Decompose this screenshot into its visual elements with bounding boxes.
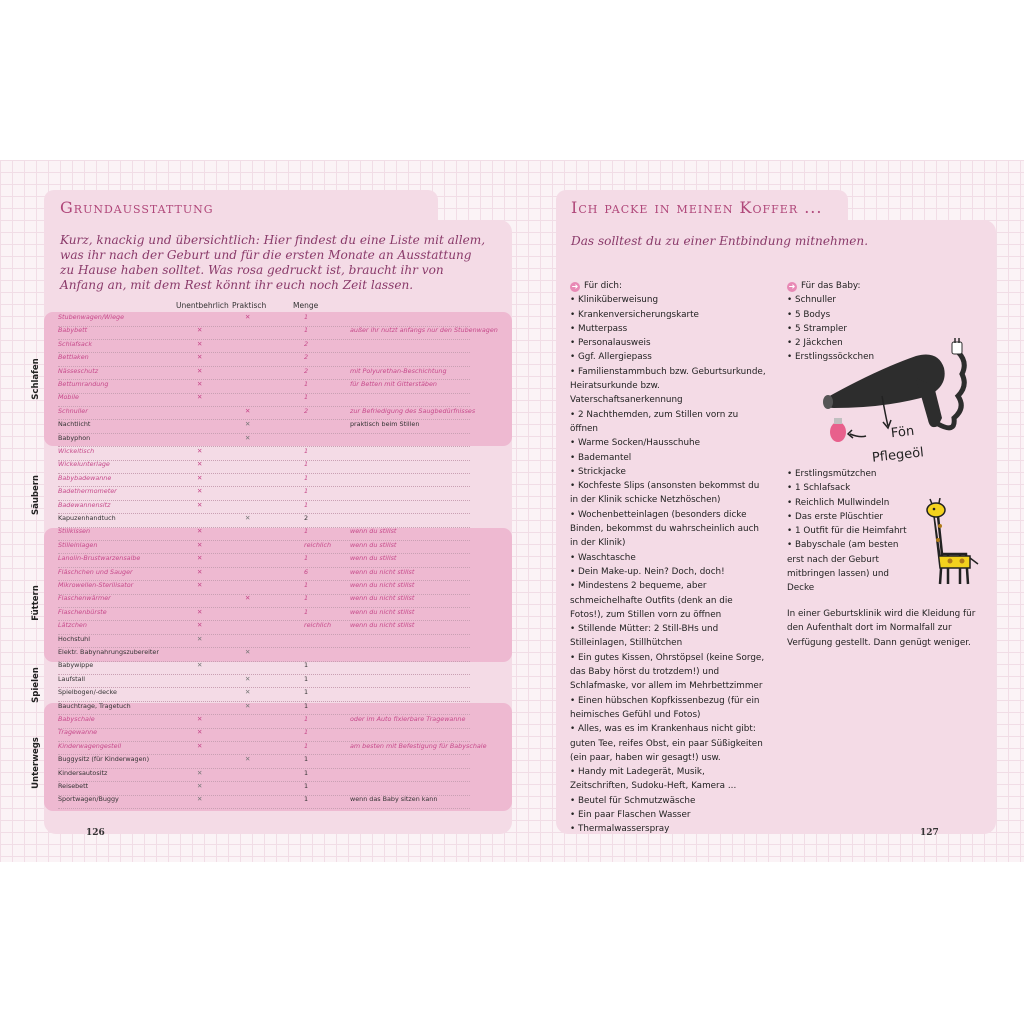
list-item: • Mindestens 2 bequeme, aber schmeichelhafte Outfits (denk an die Fotos!), zum Stillen vorn zu öffnen [570,581,733,620]
left-intro: Kurz, knackig und übersichtlich: Hier findest du eine Liste mit allem, was ihr nach der Geburt und für die ersten Monate an Ausstattung zu Hause haben solltet. Was rosa gedruckt ist, braucht ihr von Anfang an, mit dem Rest könnt ihr euch noch Zeit lassen. [60,233,486,292]
mark-unentbehrlich: ✕ [197,795,203,804]
table-row [58,500,470,515]
list-item: • 2 Jäckchen [787,338,843,349]
list-item: • Ein paar Flaschen Wasser [570,809,691,820]
table-row [58,433,470,448]
mark-unentbehrlich: ✕ [197,768,203,777]
mark-praktisch: ✕ [245,313,251,321]
list-item: • Bademantel [570,452,632,463]
quantity: 1 [304,527,309,536]
item-name: Mikrowellen-Sterilisator [58,581,134,589]
note: wenn du nicht stillst [350,621,415,630]
list-item: • Mutterpass [570,323,628,334]
table-row [58,526,470,541]
mark-unentbehrlich: ✕ [197,527,203,536]
table-row [58,567,470,582]
item-name: Buggysitz (für Kinderwagen) [58,755,150,764]
list-item: • Waschtasche [570,552,636,563]
table-row [58,620,470,635]
list-item: • Kliniküberweisung [570,295,659,306]
arrow-circle-icon: ➜ [571,282,579,291]
quantity: 1 [304,728,309,737]
item-name: Stilleinlagen [58,540,98,549]
item-name: Hochstuhl [58,634,90,643]
quantity: 2 [304,366,309,375]
col-unentbehrlich: Unentbehrlich [176,301,229,310]
item-name: Stillkissen [58,527,91,536]
item-name: Elektr. Babynahrungszubereiter [58,648,159,656]
table-row [58,352,470,367]
arrow-circle-icon: ➜ [788,282,796,291]
table-row [58,593,470,608]
item-name: Nachtlicht [58,420,91,429]
table-row [58,674,470,689]
quantity: 1 [304,447,309,455]
mark-praktisch: ✕ [245,433,251,442]
table-row [58,406,476,421]
quantity: 1 [304,500,309,509]
mark-unentbehrlich: ✕ [197,326,203,335]
list-item: • Warme Socken/Hausschuhe [570,438,701,449]
list-item: • 1 Schlafsack [787,483,851,494]
quantity: 1 [304,688,309,697]
quantity: 1 [304,326,309,335]
quantity: 2 [304,339,309,348]
mark-unentbehrlich: ✕ [197,380,203,388]
quantity: 1 [304,393,309,402]
list-item: • Thermalwasserspray [570,824,670,835]
list-item: • Personalausweis [570,338,651,349]
mark-praktisch: ✕ [245,594,251,603]
quantity: 1 [304,473,309,482]
item-name: Kapuzenhandtuch [58,514,116,522]
quantity: 1 [304,554,309,563]
item-name: Sportwagen/Buggy [58,795,119,804]
table-row [58,366,470,381]
section-label: Unterwegs [31,737,41,789]
mark-unentbehrlich: ✕ [197,353,203,362]
table-row [58,794,470,809]
mark-praktisch: ✕ [245,406,251,415]
item-name: Kindersautositz [58,768,108,777]
item-name: Reisebett [58,782,89,790]
table-row [58,392,470,407]
note: wenn du nicht stillst [350,607,415,616]
mark-unentbehrlich: ✕ [197,460,203,469]
note: mit Polyurethan-Beschichtung [350,366,447,375]
quantity: reichlich [304,540,332,549]
mark-unentbehrlich: ✕ [197,500,203,509]
list-item: • Wochenbetteinlagen (besonders dicke Binden, bekommst du wahrscheinlich auch in der Klinik) [570,509,759,549]
mark-praktisch: ✕ [245,701,251,710]
note: wenn du stillst [350,527,397,536]
mark-unentbehrlich: ✕ [197,728,203,737]
mark-unentbehrlich: ✕ [197,540,203,549]
table-row [58,459,470,474]
item-name: Babybadewanne [58,473,112,482]
right-page-title: Ich packe in meinen Koffer ... [571,198,823,217]
table-row [58,701,470,716]
note: wenn du nicht stillst [350,581,415,589]
quantity: 1 [304,795,309,804]
col-menge: Menge [293,301,319,310]
table-row [58,486,470,501]
table-row [58,607,470,622]
table-row [58,325,498,340]
list-item: • Reichlich Mullwindeln [787,497,890,508]
table-row [58,446,470,461]
mark-unentbehrlich: ✕ [197,366,203,375]
note: wenn du stillst [350,554,397,563]
list-item: • Einen hübschen Kopfkissenbezug (für ein heimisches Gefühl und Fotos) [570,695,760,720]
col-praktisch: Praktisch [232,301,267,310]
mark-unentbehrlich: ✕ [197,487,203,496]
mark-unentbehrlich: ✕ [197,339,203,348]
quantity: 2 [304,353,309,362]
list-item: • Handy mit Ladegerät, Musik, Zeitschriften, Sudoku-Heft, Kamera ... [570,767,737,792]
clothing-note: In einer Geburtsklinik wird die Kleidung für den Aufenthalt dort im Normalfall zur Verfügung gestellt. Dann genügt weniger. [787,609,976,648]
item-name: Fläschchen und Sauger [58,567,133,576]
quantity: 1 [304,380,309,388]
label-pflegeoel: Pflegeöl [871,445,925,466]
for-baby-list-continued [787,467,917,596]
mark-unentbehrlich: ✕ [197,554,203,563]
left-page-title: Grundausstattung [60,198,214,217]
mark-unentbehrlich: ✕ [197,607,203,616]
table-row [58,339,470,354]
mark-unentbehrlich: ✕ [197,581,203,589]
book-spread [0,160,1024,862]
list-item: • Familienstammbuch bzw. Geburtsurkunde, Heiratsurkunde bzw. Vaterschaftsanerkennung [570,366,766,406]
table-row [58,727,470,742]
list-item: • Ein gutes Kissen, Ohrstöpsel (keine Sorge, das Baby hörst du trotzdem!) und Schlafmaske, vor allem im Mehrbettzimmer [570,652,765,692]
table-row [58,754,470,769]
item-name: Badethermometer [58,487,117,496]
quantity: 1 [304,487,309,496]
list-item: • Stillende Mütter: 2 Still-BHs und Stilleinlagen, Stillhütchen [570,624,719,649]
list-item: • 1 Outfit für die Heimfahrt [787,526,907,537]
for-you-heading: ➜ Für dich: [571,281,622,291]
list-item: • Schnuller [787,295,837,306]
for-baby-heading: ➜ Für das Baby: [788,281,861,291]
item-name: Laufstall [58,674,86,683]
quantity: 1 [304,607,309,616]
quantity: 1 [304,782,309,790]
list-item: • Strickjacke [570,466,626,477]
mark-praktisch: ✕ [245,674,251,683]
table-row [58,419,470,434]
mark-unentbehrlich: ✕ [197,621,203,630]
note: wenn du nicht stillst [350,594,415,603]
mark-unentbehrlich: ✕ [197,782,203,790]
item-name: Wickeltisch [58,447,95,455]
quantity: 1 [304,313,309,321]
page-number-left: 126 [86,828,105,838]
quantity: 1 [304,460,309,469]
quantity: 6 [304,567,309,576]
quantity: 1 [304,674,309,683]
note: wenn du stillst [350,540,397,549]
list-item: • Erstlingssöckchen [787,352,875,363]
note: wenn du nicht stillst [350,567,415,576]
list-item: • Krankenversicherungskarte [570,309,699,320]
item-name: Mobile [58,393,79,402]
note: wenn das Baby sitzen kann [350,795,438,804]
note: für Betten mit Gitterstäben [350,380,437,388]
note: am besten mit Befestigung für Babyschale [350,741,487,750]
mark-unentbehrlich: ✕ [197,447,203,455]
mark-praktisch: ✕ [245,688,251,697]
quantity: 2 [304,514,309,522]
table-row [58,781,470,796]
mark-praktisch: ✕ [245,420,251,429]
quantity: 1 [304,581,309,589]
item-name: Babybett [58,326,88,335]
list-item: • Alles, was es im Krankenhaus nicht gibt: guten Tee, reifes Obst, ein paar Süßigkeiten (ein paar, haben wir gesagt!) usw. [570,724,763,763]
table-row [58,312,470,327]
list-item: • Dein Make-up. Nein? Doch, doch! [570,566,725,577]
list-item: • Erstlingsmützchen [787,469,877,479]
section-label: Füttern [31,585,41,621]
quantity: 1 [304,741,309,750]
note: oder im Auto fixierbare Tragewanne [350,715,466,723]
for-you-list [570,279,766,837]
section-label: Schlafen [31,358,41,400]
item-name: Babyphon [58,433,91,442]
list-item: • Babyschale (am besten erst nach der Geburt mitbringen lassen) und Decke [787,540,899,594]
item-name: Schnuller [58,406,88,415]
table-row [58,473,470,488]
item-name: Flaschenwärmer [58,594,111,603]
right-intro: Das solltest du zu einer Entbindung mitnehmen. [571,234,869,248]
item-name: Tragewanne [58,728,98,737]
item-name: Lanolin-Brustwarzensalbe [58,554,141,563]
item-name: Babyschale [58,715,95,723]
note: praktisch beim Stillen [350,420,420,429]
table-row [58,553,470,568]
item-name: Schlafsack [58,339,93,348]
list-item: • Beutel für Schmutzwäsche [570,795,696,806]
section-label: Spielen [31,667,41,703]
table-row [58,379,470,394]
mark-praktisch: ✕ [245,514,251,522]
item-name: Nässeschutz [58,366,99,375]
table-row [58,513,470,528]
mark-unentbehrlich: ✕ [197,715,203,723]
mark-praktisch: ✕ [245,648,251,656]
table-row [58,687,470,702]
item-name: Stubenwagen/Wiege [58,313,125,321]
list-item: • 5 Strampler [787,323,848,334]
item-name: Bauchtrage, Tragetuch [58,701,131,710]
table-row [58,714,470,729]
quantity: 1 [304,755,309,764]
table-row [58,580,470,595]
list-item: • Das erste Plüschtier [787,511,884,522]
quantity: reichlich [304,621,332,630]
table-row [58,634,470,649]
note: zur Befriedigung des Saugbedürfnisses [350,406,476,415]
item-name: Wickelunterlage [58,460,110,469]
mark-unentbehrlich: ✕ [197,741,203,750]
mark-unentbehrlich: ✕ [197,634,203,643]
quantity: 1 [304,715,309,723]
list-item: • Kochfeste Slips (ansonsten bekommst du in der Klinik schicke Netzhöschen) [570,481,760,506]
table-row [58,768,470,783]
table-row [58,660,470,675]
giraffe-illustration [920,498,982,586]
note: außer ihr nutzt anfangs nur den Stubenwagen [350,326,498,335]
list-item: • 2 Nachthemden, zum Stillen vorn zu öffnen [570,409,739,434]
quantity: 1 [304,594,309,603]
list-item: • Ggf. Allergiepass [570,352,652,363]
mark-unentbehrlich: ✕ [197,661,203,670]
table-row [58,540,470,555]
page-number-right: 127 [920,828,939,838]
item-name: Spielbogen/-decke [58,688,117,697]
mark-praktisch: ✕ [245,755,251,764]
mark-unentbehrlich: ✕ [197,393,203,402]
quantity: 2 [304,406,309,415]
item-name: Kinderwagengestell [58,741,122,750]
section-label: Säubern [31,475,41,516]
table-row [58,741,487,756]
quantity: 1 [304,768,309,777]
table-row [58,647,470,662]
list-item: • 5 Bodys [787,309,831,320]
item-name: Badewannensitz [58,500,111,509]
quantity: 1 [304,661,309,670]
item-name: Babywippe [58,661,94,670]
item-name: Bettumrandung [58,380,109,388]
label-foen: Fön [890,423,915,442]
mark-unentbehrlich: ✕ [197,567,203,576]
item-name: Flaschenbürste [58,607,107,616]
quantity: 1 [304,701,309,710]
mark-unentbehrlich: ✕ [197,473,203,482]
item-name: Bettlaken [58,353,89,362]
item-name: Lätzchen [58,621,87,630]
